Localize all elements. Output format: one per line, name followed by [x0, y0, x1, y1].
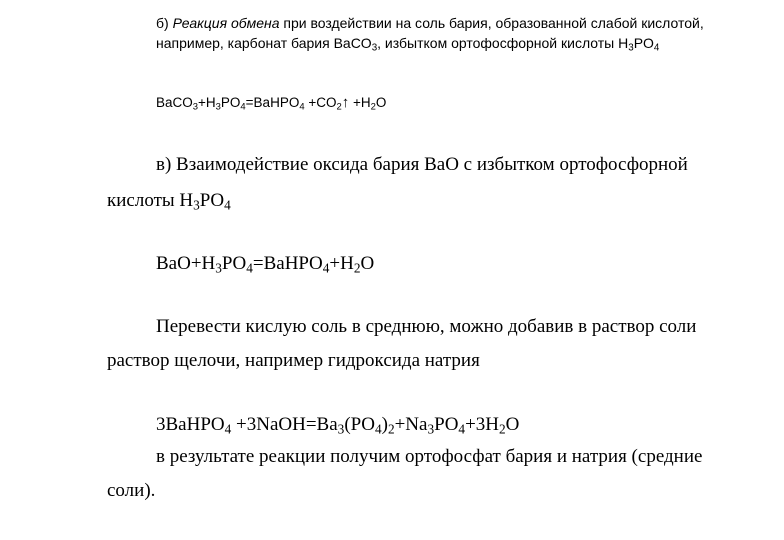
conclusion-line2: соли).	[107, 480, 156, 501]
formula-part: 3BaHPO	[156, 414, 225, 435]
formula-part: +CO	[304, 95, 337, 110]
subscript: 3	[427, 421, 435, 437]
formula-part: +Na	[394, 414, 428, 435]
formula-part: (PO	[344, 414, 375, 435]
formula-part: BaO+H	[156, 253, 216, 274]
formula-part: O	[505, 414, 520, 435]
section-b-equation	[156, 93, 386, 113]
subscript: 3	[192, 101, 199, 113]
section-b-line1-rest: при воздействии на соль бария, образованной слабой кислотой,	[283, 15, 704, 31]
up-arrow-icon: ↑	[341, 94, 350, 111]
formula-part: PO	[434, 414, 459, 435]
section-b-line1	[156, 13, 704, 33]
subscript: 4	[224, 197, 231, 213]
formula-part: BaCO	[156, 95, 193, 110]
formula-part: O	[360, 253, 375, 274]
formula-part: PO	[220, 95, 241, 110]
subscript: 4	[653, 42, 660, 54]
subscript: 4	[322, 260, 330, 276]
subscript: 4	[299, 101, 305, 113]
text-fragment: , избытком ортофосфорной кислоты H	[377, 35, 629, 51]
text-fragment: PO	[633, 35, 654, 51]
subscript: 3	[215, 260, 222, 276]
formula-part: +3H	[465, 414, 500, 435]
text-fragment: кислоты H	[107, 190, 194, 211]
conclusion-line1: в результате реакции получим ортофосфат бария и натрия (средние	[156, 446, 703, 467]
subscript: 3	[193, 197, 200, 213]
subscript: 3	[337, 421, 345, 437]
formula-part: )	[381, 414, 388, 435]
subscript: 4	[374, 421, 382, 437]
section-b-line2	[156, 33, 659, 53]
subscript: 4	[240, 101, 246, 113]
formula-part: +H	[329, 253, 354, 274]
formula-part: =BaHPO	[252, 253, 323, 274]
subscript: 4	[224, 421, 232, 437]
text-fragment: PO	[199, 190, 225, 211]
subscript: 2	[370, 101, 376, 113]
section-b-italic-term: Реакция обмена	[172, 15, 280, 31]
text-fragment: например, карбонат бария BaCO	[156, 35, 372, 51]
subscript: 2	[387, 421, 395, 437]
subscript: 3	[215, 101, 221, 113]
neutralization-equation	[156, 410, 519, 440]
section-c-line2	[107, 186, 231, 216]
formula-part: +H	[349, 95, 371, 110]
section-c-equation	[156, 249, 374, 279]
subscript: 2	[499, 421, 506, 437]
subscript: 4	[458, 421, 466, 437]
paragraph-line2: раствор щелочи, например гидроксида натрия	[107, 350, 480, 371]
formula-part: =BaHPO	[245, 95, 300, 110]
paragraph-line1: Перевести кислую соль в среднюю, можно добавив в раствор соли	[156, 316, 697, 337]
formula-part: PO	[221, 253, 247, 274]
section-b-prefix: б)	[156, 15, 169, 31]
subscript: 2	[336, 101, 342, 113]
subscript: 4	[246, 260, 253, 276]
section-c-line1: в) Взаимодействие оксида бария ВаО с избытком ортофосфорной	[156, 154, 688, 175]
subscript: 3	[371, 42, 378, 54]
formula-part: +3NaOH=Ba	[231, 414, 338, 435]
formula-part: O	[375, 95, 387, 110]
subscript: 3	[628, 42, 634, 54]
subscript: 2	[353, 260, 361, 276]
formula-part: +H	[198, 95, 216, 110]
